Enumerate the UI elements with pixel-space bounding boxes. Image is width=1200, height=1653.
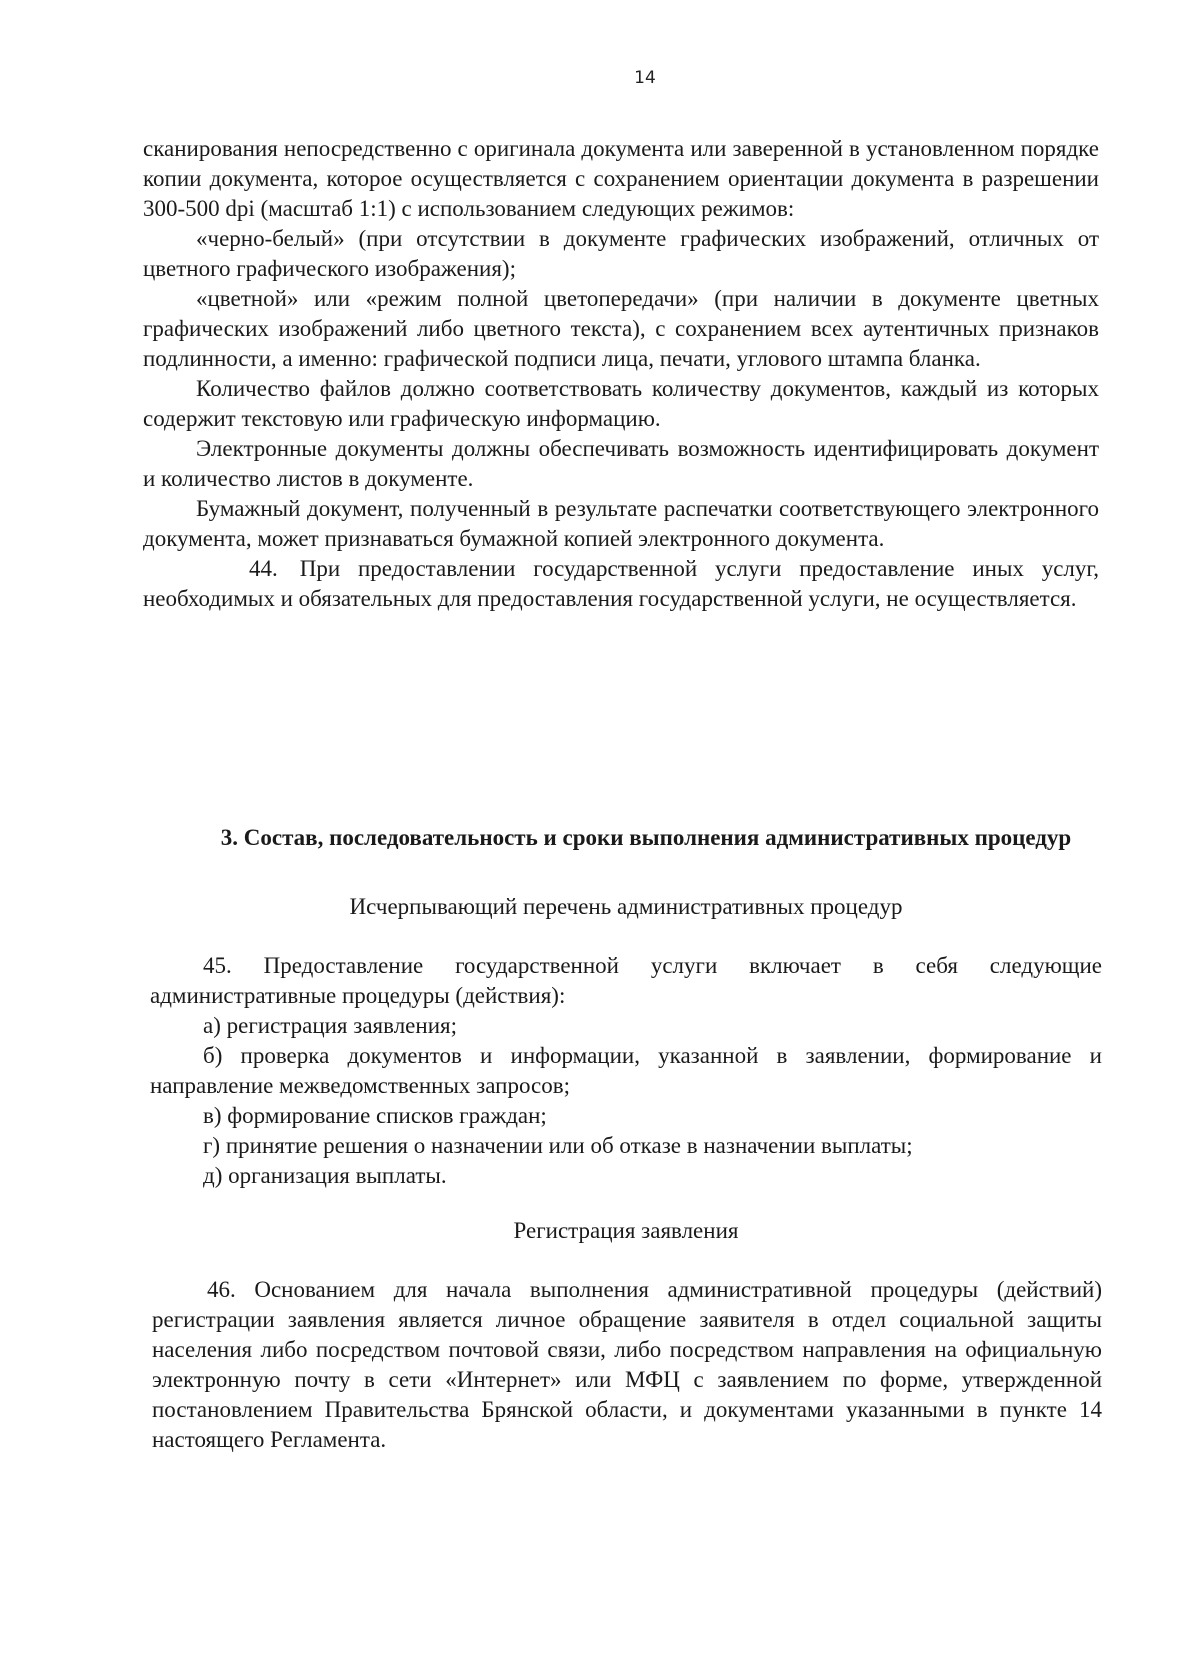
paragraph-44 [143,554,1099,614]
paragraph-black-white-mode: «черно-белый» (при отсутствии в документе графических изображений, отличных от цветного графического изображения); [143,226,1099,281]
page-number: 14 [634,68,656,88]
paragraph-46: 46. Основанием для начала выполнения административной процедуры (действий) регистрации заявления является личное обращение заявителя в отдел социальной защиты населения либо посредством почтовой связи, либо посредством направления на официальную электронную почту в сети «Интернет» или МФЦ с заявлением по форме, утвержденной постановлением Правительства Брянской области, и документами указанными в пункте 14 настоящего Регламента. [152,1277,1102,1452]
procedure-item-v: в) формирование списков граждан; [203,1103,547,1128]
section-3-title: 3. Состав, последовательность и сроки выполнения административных процедур [220,825,1072,850]
paragraph-scanning: сканирования непосредственно с оригинала документа или заверенной в установленном порядке копии документа, которое осуществляется с сохранением ориентации документа в разрешении 300-500 dpi (масштаб 1:1) с использованием следующих режимов: [143,136,1099,221]
top-text-block [143,134,1099,614]
procedures-block [150,951,1102,1191]
paragraph-file-count: Количество файлов должно соответствовать количеству документов, каждый из которых содержит текстовую или графическую информацию. [143,376,1099,431]
procedure-item-d: д) организация выплаты. [203,1163,447,1188]
paragraph-45: 45. Предоставление государственной услуги включает в себя следующие административные процедуры (действия): [150,953,1102,1008]
paragraph-44-number: 44. [249,556,278,581]
registration-block [152,1275,1102,1455]
procedure-item-b: б) проверка документов и информации, указанной в заявлении, формирование и направление межведомственных запросов; [150,1043,1102,1098]
paragraph-color-mode: «цветной» или «режим полной цветопередачи» (при наличии в документе цветных графических изображений либо цветного текста), с сохранением всех аутентичных признаков подлинности, а именно: графической подписи лица, печати, углового штампа бланка. [143,286,1099,371]
procedure-item-a: а) регистрация заявления; [203,1013,457,1038]
paragraph-electronic-documents: Электронные документы должны обеспечивать возможность идентифицировать документ и количество листов в документе. [143,436,1099,491]
paragraph-44-text: При предоставлении государственной услуги предоставление иных услуг, необходимых и обязательных для предоставления государственной услуги, не осуществляется. [143,556,1099,611]
paragraph-paper-document: Бумажный документ, полученный в результате распечатки соответствующего электронного документа, может признаваться бумажной копией электронного документа. [143,496,1099,551]
registration-subtitle: Регистрация заявления [513,1218,739,1243]
procedures-list-subtitle: Исчерпывающий перечень административных процедур [349,894,903,919]
procedure-item-g: г) принятие решения о назначении или об отказе в назначении выплаты; [203,1133,913,1158]
